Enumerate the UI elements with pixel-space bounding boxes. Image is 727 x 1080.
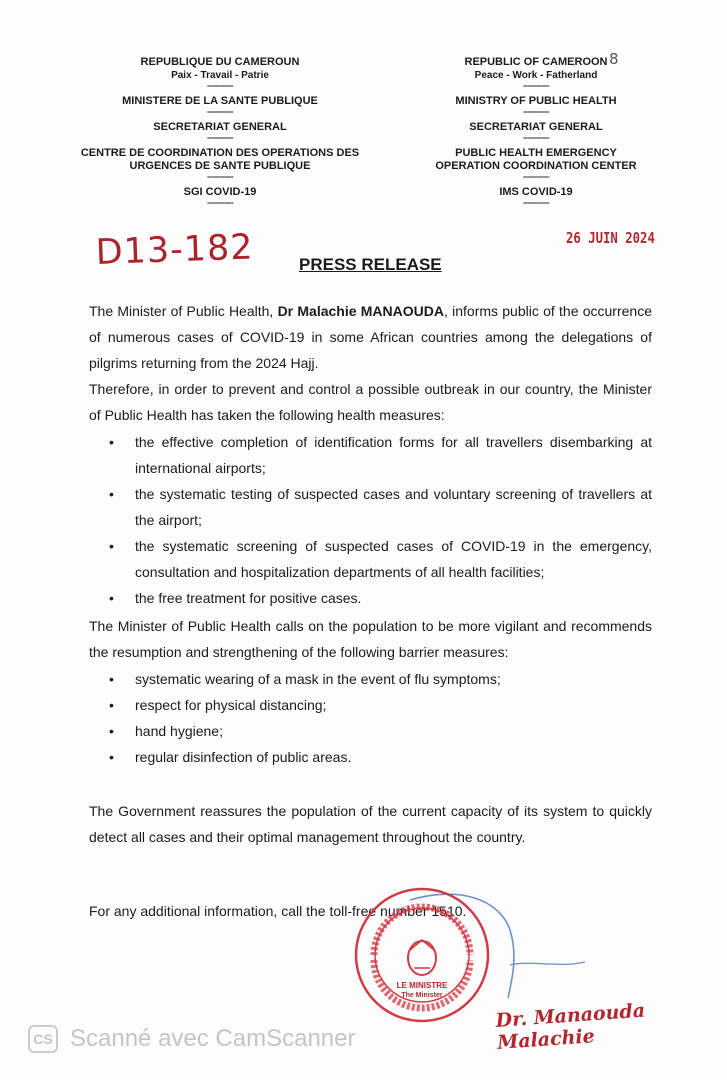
- list-item: • the systematic screening of suspected cases of COVID-19 in the emergency, consultation and hospitalization departments of all health facilities;: [109, 538, 652, 580]
- separator: ------------: [207, 172, 233, 181]
- republic-en: REPUBLIC OF CAMEROON: [464, 56, 608, 68]
- stamp-title-en: The Minister: [401, 992, 443, 999]
- sgi-covid: SGI COVID-19: [183, 186, 257, 198]
- ministry-fr: MINISTERE DE LA SANTE PUBLIQUE: [122, 95, 318, 107]
- camscanner-watermark: [28, 1024, 356, 1054]
- document-body: [89, 298, 652, 850]
- list-item: • the systematic testing of suspected cases and voluntary screening of travellers at the airport;: [109, 486, 652, 528]
- list-item: • hand hygiene;: [109, 723, 223, 739]
- header-right-english: [386, 56, 686, 207]
- centre-line1-en: PUBLIC HEALTH EMERGENCY: [455, 147, 617, 159]
- separator: ------------: [523, 133, 549, 142]
- separator: ------------: [207, 107, 233, 116]
- secretariat-fr: SECRETARIAT GENERAL: [153, 121, 287, 133]
- handwritten-mark: 8: [609, 50, 619, 68]
- separator: ------------: [523, 81, 549, 90]
- reassurance-paragraph: The Government reassures the population of the current capacity of its system to quickly detect all cases and their optimal management throughout the country.: [89, 803, 652, 845]
- therefore-paragraph: Therefore, in order to prevent and control a possible outbreak in our country, the Minister of Public Health has taken the following health measures:: [89, 381, 652, 423]
- contact-line: For any additional information, call the toll-free number 1510.: [89, 903, 467, 919]
- list-item: • the free treatment for positive cases.: [109, 590, 362, 606]
- minister-signature: Dr. Manaouda Malachie: [495, 999, 646, 1054]
- camscanner-text: Scanné avec CamScanner: [70, 1025, 356, 1052]
- handwritten-reference-number: D13-182: [95, 227, 255, 273]
- camscanner-logo-icon: CS: [28, 1025, 58, 1053]
- centre-line2-fr: URGENCES DE SANTE PUBLIQUE: [129, 160, 311, 172]
- separator: ------------: [523, 198, 549, 207]
- separator: ------------: [207, 81, 233, 90]
- list-item: • respect for physical distancing;: [109, 697, 327, 713]
- list-item: • systematic wearing of a mask in the event of flu symptoms;: [109, 671, 501, 687]
- list-item: • regular disinfection of public areas.: [109, 749, 352, 765]
- calls-on-paragraph: The Minister of Public Health calls on the population to be more vigilant and recommends the resumption and strengthening of the following barrier measures:: [89, 618, 652, 660]
- separator: ------------: [207, 198, 233, 207]
- header-left-french: [70, 56, 370, 207]
- separator: ------------: [523, 172, 549, 181]
- ministry-en: MINISTRY OF PUBLIC HEALTH: [455, 95, 617, 107]
- document-title: PRESS RELEASE: [299, 255, 442, 274]
- barrier-measures-list: [89, 666, 652, 770]
- minister-name: Dr Malachie MANAOUDA: [277, 303, 444, 319]
- list-item: • the effective completion of identification forms for all travellers disembarking at international airports;: [109, 434, 652, 476]
- stamp-title-fr: LE MINISTRE: [396, 981, 448, 990]
- secretariat-en: SECRETARIAT GENERAL: [469, 121, 603, 133]
- date-stamp: 26 JUIN 2024: [566, 229, 655, 247]
- intro-paragraph: The Minister of Public Health, Dr Malachie MANAOUDA, informs public of the occurrence of numerous cases of COVID-19 in some African countries among the delegations of pilgrims returning from the 2024 Hajj.: [89, 303, 652, 371]
- republic-fr: REPUBLIQUE DU CAMEROUN: [140, 56, 300, 68]
- separator: ------------: [207, 133, 233, 142]
- centre-line2-en: OPERATION COORDINATION CENTER: [435, 160, 637, 172]
- motto-fr: Paix - Travail - Patrie: [171, 70, 269, 81]
- motto-en: Peace - Work - Fatherland: [474, 70, 598, 81]
- ims-covid: IMS COVID-19: [499, 186, 573, 198]
- centre-line1-fr: CENTRE DE COORDINATION DES OPERATIONS DES: [80, 147, 360, 159]
- official-seal-icon: [352, 880, 492, 1030]
- separator: ------------: [523, 107, 549, 116]
- health-measures-list: [89, 429, 652, 611]
